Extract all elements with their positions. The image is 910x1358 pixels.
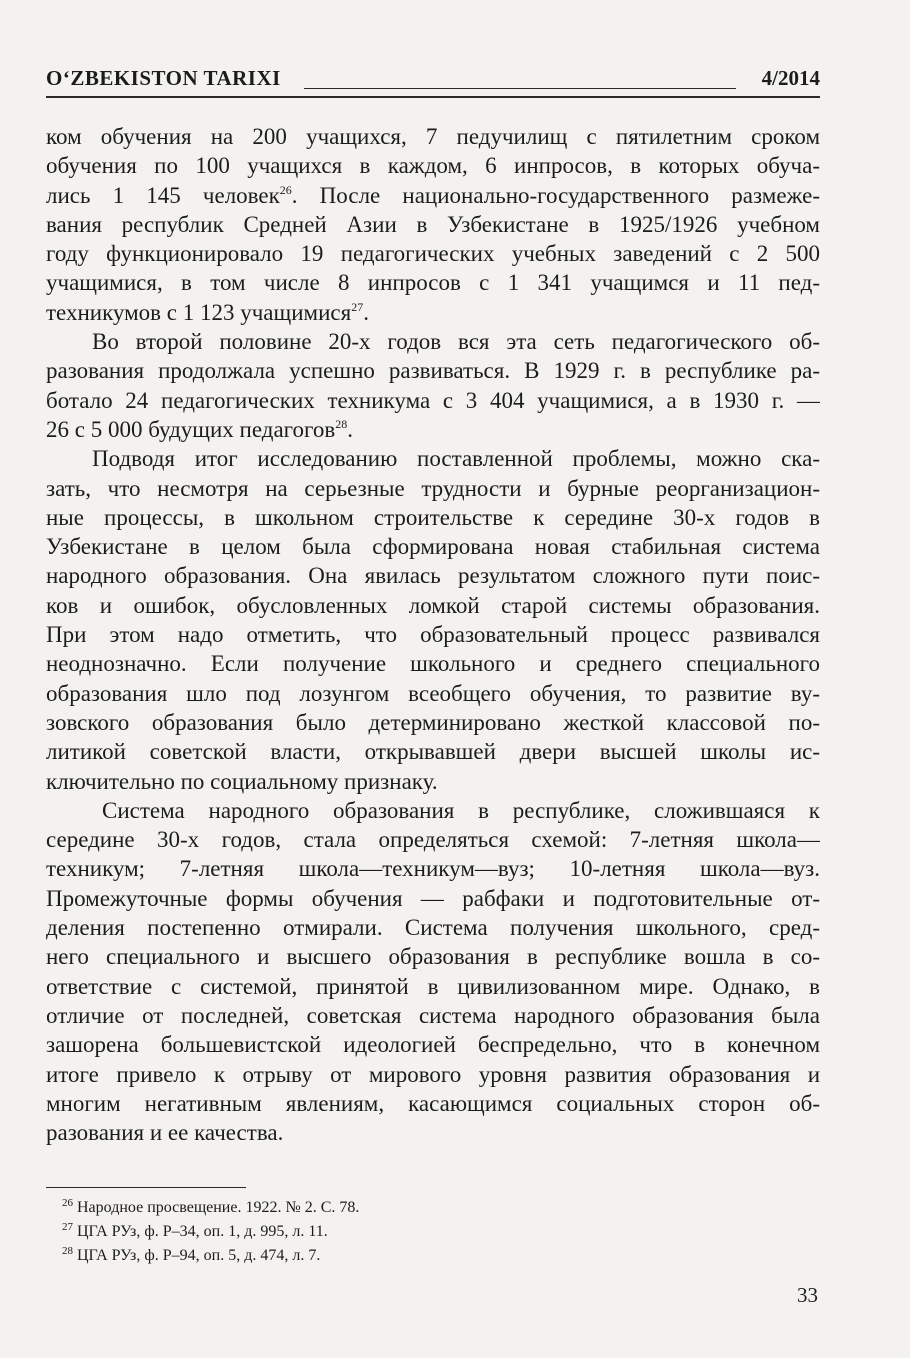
paragraph [46,327,820,444]
footnote-text: Народное просвещение. 1922. № 2. С. 78. [77,1199,360,1216]
text-line: народного образования. Она явилась результатом сложного пути поис- [46,563,820,589]
footnote-ref[interactable]: 26 [279,182,292,197]
text-line: зать, что несмотря на серьезные трудности и бурные реорганизацион- [46,475,820,501]
footnote-text: ЦГА РУз, ф. Р–94, оп. 5, д. 474, л. 7. [77,1247,321,1264]
text-line: При этом надо отметить, что образовательный процесс развивался [46,622,820,648]
page-number: 33 [797,1283,818,1307]
text-line: ков и ошибок, обусловленных ломкой старой системы образования. [46,592,820,618]
text-line: 26 с 5 000 будущих педагогов$^{28}$. [46,416,354,442]
text-line: ключительно по социальному признаку. [46,768,438,794]
text-line: ботало 24 педагогических техникума с 3 404 учащимися, а в 1930 г. — [46,387,820,413]
paragraph [46,122,820,327]
text-line: зовского образования было детерминировано жесткой классовой по- [46,709,820,735]
text-line: ком обучения на 200 учащихся, 7 педучилищ с пятилетним сроком [46,124,820,149]
text-line: лись 1 145 человек$^{26}$. После национально-государственного размеже- [46,182,820,208]
article-body [46,122,820,1147]
footnote-number: 26 [62,1197,73,1209]
footnote-text: ЦГА РУз, ф. Р–34, оп. 1, д. 995, л. 11. [77,1223,328,1240]
footnote [62,1244,762,1268]
text-line: обучения по 100 учащихся в каждом, 6 инпросов, в которых обуча- [46,153,820,179]
text-line: ответствие с системой, принятой в цивилизованном мире. Однако, в [46,973,820,999]
text-line: техникум; 7-летняя школа—техникум—вуз; 10-летняя школа—вуз. [46,856,820,882]
text-line: Подводя итог исследованию поставленной проблемы, можно ска- [92,446,820,472]
text-line: неоднозначно. Если получение школьного и среднего специального [46,651,820,677]
text-line: литикой советской власти, открывавшей двери высшей школы ис- [46,739,820,765]
footnote-ref[interactable]: 28 [335,416,348,431]
text-line: Узбекистане в целом была сформирована новая стабильная система [46,534,820,560]
header-rule [304,88,736,89]
footnote-number: 27 [62,1221,73,1233]
text-line: Промежуточные формы обучения — рабфаки и подготовительные от- [46,885,820,911]
text-line: учащимися, в том числе 8 инпросов с 1 341 учащимся и 11 пед- [46,270,820,296]
running-header [46,62,820,98]
text-line: образования шло под лозунгом всеобщего обучения, то развитие ву- [46,680,820,706]
footnote-separator [46,1187,246,1188]
text-line: разования и ее качества. [46,1120,284,1146]
text-line: году функционировало 19 педагогических учебных заведений с 2 500 [46,241,820,267]
footnote-number: 28 [62,1245,73,1257]
text-line: разования продолжала успешно развиваться. В 1929 г. в республике ра- [46,358,820,384]
text-line: зашорена большевистской идеологией беспредельно, что в конечном [46,1032,820,1058]
footnotes [62,1196,762,1268]
text-line: итоге привело к отрыву от мирового уровня развития образования и [46,1061,820,1087]
text-line: середине 30-х годов, стала определяться схемой: 7-летняя школа— [46,827,820,853]
text-line: техникумов с 1 123 учащимися$^{27}$. [46,299,369,325]
footnote [62,1196,762,1220]
journal-title: O‘ZBEKISTON TARIXI [46,66,281,90]
footnote [62,1220,762,1244]
footnote-ref[interactable]: 27 [351,299,364,314]
text-line: ные процессы, в школьном строительстве к середине 30-х годов в [46,504,820,530]
text-line: многим негативным явлениям, касающимся социальных сторон об- [46,1090,820,1116]
text-line: Система народного образования в республике, сложившаяся к [102,797,820,823]
text-line: деления постепенно отмирали. Система получения школьного, сред- [46,915,820,941]
text-line: него специального и высшего образования в республике вошла в со- [46,944,820,970]
text-line: вания республик Средней Азии в Узбекистане в 1925/1926 учебном [46,211,820,237]
text-line: отличие от последней, советская система народного образования была [46,1002,820,1028]
paragraph [46,796,820,1148]
issue-number: 4/2014 [761,66,820,90]
paragraph [46,444,820,796]
text-line: Во второй половине 20-х годов вся эта сеть педагогического об- [92,329,820,355]
